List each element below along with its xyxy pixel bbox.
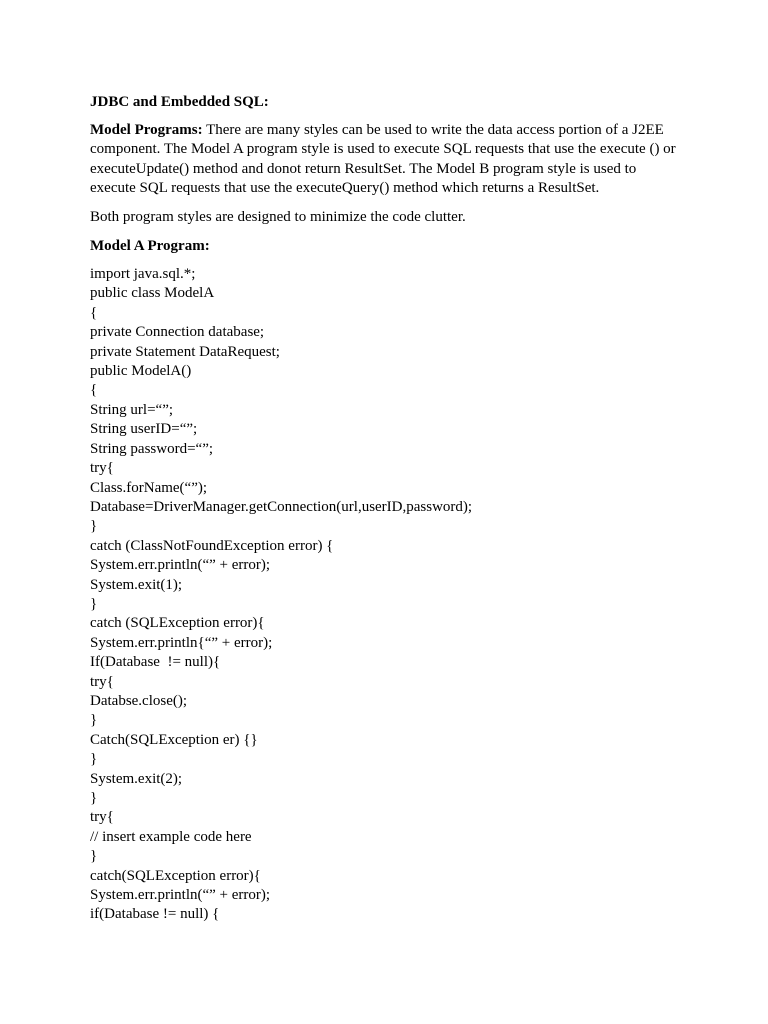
code-line: }	[90, 518, 98, 535]
code-line: private Connection database;	[90, 324, 265, 341]
code-line: // insert example code here	[90, 828, 252, 845]
document-title: JDBC and Embedded SQL:	[90, 94, 269, 110]
code-line: if(Database != null) {	[90, 906, 220, 923]
code-line: }	[90, 712, 98, 729]
intro-text: There are many styles can be used to write the data access portion of a J2EE component. The Model A program style is used to execute SQL requests that use the execute () or executeUpdate() method and donot return ResultSet. The Model B program style is used to execute SQL requests that use the executeQuery() method which returns a ResultSet.	[90, 122, 676, 197]
code-line: catch (ClassNotFoundException error) {	[90, 537, 334, 554]
code-line: import java.sql.*;	[90, 266, 196, 283]
code-line: try{	[90, 809, 114, 826]
code-line: }	[90, 848, 98, 865]
code-line: String userID=“”;	[90, 421, 198, 438]
model-a-heading: Model A Program:	[90, 238, 210, 255]
code-line: System.err.println(“” + error);	[90, 887, 271, 904]
code-listing	[90, 265, 680, 925]
code-line: String url=“”;	[90, 401, 174, 418]
code-line: If(Database != null){	[90, 654, 221, 671]
code-line: public class ModelA	[90, 285, 215, 302]
code-line: System.err.println(“” + error);	[90, 557, 271, 574]
code-line: Databse.close();	[90, 692, 188, 709]
code-line: System.err.println{“” + error);	[90, 634, 273, 651]
code-line: try{	[90, 460, 114, 477]
code-line: private Statement DataRequest;	[90, 343, 280, 360]
code-line: Database=DriverManager.getConnection(url,userID,password);	[90, 498, 473, 515]
code-line: String password=“”;	[90, 440, 214, 457]
both-styles-paragraph: Both program styles are designed to minimize the code clutter.	[90, 208, 466, 225]
code-line: catch(SQLException error){	[90, 867, 261, 884]
code-line: {	[90, 382, 98, 399]
code-line: }	[90, 790, 98, 806]
code-line: {	[90, 304, 98, 321]
code-line: }	[90, 751, 98, 768]
code-line: System.exit(1);	[90, 576, 183, 593]
code-line: try{	[90, 673, 114, 690]
code-line: }	[90, 595, 98, 612]
code-line: catch (SQLException error){	[90, 615, 265, 632]
code-line: Class.forName(“”);	[90, 479, 208, 496]
code-line: System.exit(2);	[90, 770, 183, 787]
intro-paragraph	[90, 121, 680, 199]
intro-lead: Model Programs:	[90, 122, 203, 138]
code-line: Catch(SQLException er) {}	[90, 731, 258, 748]
document-page	[90, 92, 680, 925]
code-line: public ModelA()	[90, 363, 192, 380]
